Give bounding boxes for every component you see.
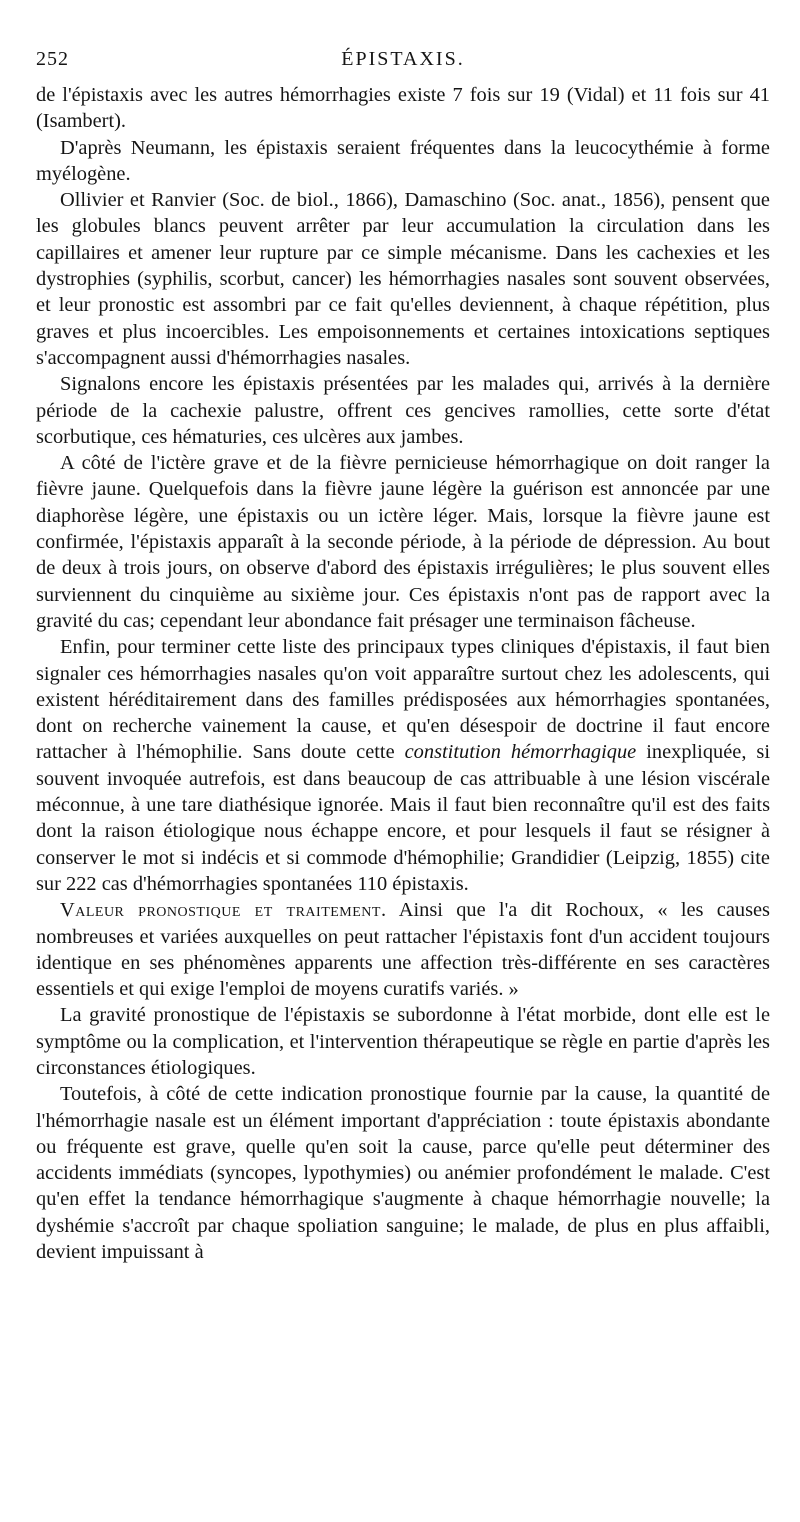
paragraph: A côté de l'ictère grave et de la fièvre pernicieuse hémorrhagique on doit ranger la fièvre jaune. Quelquefois dans la fièvre jaune légère la guérison est annoncée par une diaphorèse légère, une épistaxis ou un ictère léger. Mais, lorsque la fièvre jaune est confirmée, l'épistaxis apparaît à la seconde période, à la période de dépression. Au bout de deux à trois jours, on observe d'abord des épistaxis irrégulières; le plus souvent elles surviennent du cinquième au sixième jour. Ces épistaxis n'ont pas de rapport avec la gravité du cas; cependant leur abondance fait présager une terminaison fâcheuse. xyxy=(36,452,770,632)
running-title: ÉPISTAXIS. xyxy=(341,48,465,70)
body-text xyxy=(36,82,770,1265)
paragraph: Signalons encore les épistaxis présentées par les malades qui, arrivés à la dernière période de la cachexie palustre, offrent ces gencives ramollies, cette sorte d'état scorbutique, ces hématuries, ces ulcères aux jambes. xyxy=(36,373,770,448)
page-header xyxy=(36,44,770,82)
paragraph xyxy=(36,634,770,897)
paragraph: de l'épistaxis avec les autres hémorrhagies existe 7 fois sur 19 (Vidal) et 11 fois sur 41 (Isambert). xyxy=(36,84,770,133)
paragraph xyxy=(36,897,770,1002)
paragraph: Toutefois, à côté de cette indication pronostique fournie par la cause, la quantité de l'hémorrhagie nasale est un élément important d'appréciation : toute épistaxis abondante ou fréquente est grave, quelle qu'en soit la cause, parce qu'elle peut déterminer des accidents immédiats (syncopes, lypothymies) ou anémier profondément le malade. C'est qu'en effet la tendance hémorrhagique s'augmente à chaque hémorrhagie nouvelle; la dyshémie s'accroît par chaque spoliation sanguine; le malade, de plus en plus affaibli, devient impuissant à xyxy=(36,1083,770,1264)
paragraph-text: inexpliquée, si souvent invoquée autrefois, est dans beaucoup de cas attribuable à une lésion viscérale méconnue, à une tare diathésique ignorée. Mais il faut bien reconnaître qu'il est des faits dont la raison étiologique nous échappe encore, et pour lesquels il faut se résigner à conserver le mot si indécis et si commode d'hémophilie; Grandidier (Leipzig, 1855) cite sur 222 cas d'hémorrhagies spontanées 110 épistaxis. xyxy=(36,741,770,895)
paragraph: La gravité pronostique de l'épistaxis se subordonne à l'état morbide, dont elle est le symptôme ou la complication, et l'intervention thérapeutique se règle en partie d'après les circonstances étiologiques. xyxy=(36,1004,770,1079)
paragraph-text: Enfin, pour terminer cette liste des principaux types cliniques d'épistaxis, il faut bien signaler ces hémorrhagies nasales qu'on voit apparaître surtout chez les adolescents, qui existent héréditairement dans des familles prédisposées aux hémorrhagies spontanées, dont on recherche vainement la cause, et qu'en désespoir de doctrine il faut encore rattacher à l'hémophilie. Sans doute cette xyxy=(36,636,770,764)
paragraph: Ollivier et Ranvier (Soc. de biol., 1866), Damaschino (Soc. anat., 1856), pensent que les globules blancs peuvent arrêter par leur accumulation la circulation dans les capillaires et amener leur rupture par ce simple mécanisme. Dans les cachexies et les dystrophies (syphilis, scorbut, cancer) les hémorrhagies nasales sont souvent observées, et leur pronostic est assombri par ce fait qu'elles deviennent, à chaque répétition, plus graves et plus incoercibles. Les empoisonnements et certaines intoxications septiques s'accompagnent aussi d'hémorrhagies nasales. xyxy=(36,189,770,369)
section-heading: Valeur pronostique et traitement. xyxy=(60,899,387,922)
paragraph-text: Ainsi que l'a dit Rochoux, « les causes nombreuses et variées auxquelles on peut rattacher l'épistaxis font d'un accident toujours identique en ses phénomènes apparents une affection très-différente en ses caractères essentiels et qui exige l'emploi de moyens curatifs variés. » xyxy=(36,899,770,1001)
document-page xyxy=(36,44,770,1265)
page-number: 252 xyxy=(36,48,69,70)
italic-term: constitution hémorrhagique xyxy=(404,741,637,764)
paragraph: D'après Neumann, les épistaxis seraient fréquentes dans la leucocythémie à forme myélogène. xyxy=(36,136,770,185)
